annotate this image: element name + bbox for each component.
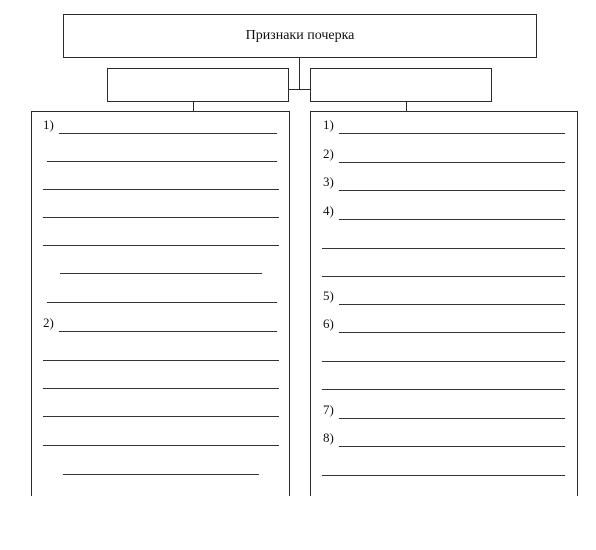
right_list-item-number: 1) (323, 117, 334, 132)
boxes-connector-horizontal (289, 89, 310, 90)
left-category-label (108, 69, 288, 101)
right_list-line (311, 462, 577, 476)
right_list-line (311, 174, 577, 191)
right_list-item-number: 7) (323, 402, 334, 417)
left_list-blank-rule (63, 474, 259, 475)
left_list-line (32, 148, 289, 162)
right_list-line (311, 235, 577, 249)
right_list-blank-rule (339, 190, 565, 191)
left_list-blank-rule (47, 161, 277, 162)
left_list-line (32, 375, 289, 389)
right_list-blank-rule (322, 389, 565, 390)
left_list-blank-rule (59, 133, 277, 134)
right_list-item-number: 5) (323, 288, 334, 303)
left_list-blank-rule (47, 302, 277, 303)
right_list-line (311, 402, 577, 419)
right_list-item-number: 2) (323, 146, 334, 161)
left_list-blank-rule (43, 189, 279, 190)
left_list-line (32, 260, 289, 274)
right_list-line (311, 316, 577, 333)
right_list-line (311, 288, 577, 305)
left_list-line (32, 204, 289, 218)
right-category-label (311, 69, 491, 101)
right_list-blank-rule (339, 304, 565, 305)
right_list-blank-rule (339, 162, 565, 163)
left_list-blank-rule (43, 388, 279, 389)
right_list-line (311, 263, 577, 277)
left_list-item-number: 2) (43, 315, 54, 330)
right_list-line (311, 348, 577, 362)
right-column (310, 111, 578, 496)
left_list-blank-rule (60, 273, 262, 274)
right_list-blank-rule (322, 361, 565, 362)
left_list-line (32, 432, 289, 446)
left_list-line (32, 117, 289, 134)
left_list-blank-rule (43, 416, 279, 417)
right_list-blank-rule (339, 332, 565, 333)
left-column (31, 111, 290, 496)
left-category-box (107, 68, 289, 102)
right_list-blank-rule (322, 276, 565, 277)
right_list-item-number: 3) (323, 174, 334, 189)
right_list-item-number: 4) (323, 203, 334, 218)
left_list-line (32, 232, 289, 246)
left_list-item-number: 1) (43, 117, 54, 132)
diagram-title: Признаки почерка (245, 28, 355, 43)
left_list-blank-rule (43, 245, 279, 246)
right_list-blank-rule (322, 475, 565, 476)
right_list-blank-rule (339, 133, 565, 134)
left_list-line (32, 461, 289, 475)
right_list-blank-rule (339, 446, 565, 447)
right_list-item-number: 6) (323, 316, 334, 331)
right_list-line (311, 376, 577, 390)
right_list-blank-rule (322, 248, 565, 249)
left_list-blank-rule (43, 445, 279, 446)
left_list-line (32, 315, 289, 332)
left_list-blank-rule (43, 360, 279, 361)
left_list-blank-rule (43, 217, 279, 218)
left_list-line (32, 403, 289, 417)
right_list-blank-rule (339, 219, 565, 220)
right-category-box (310, 68, 492, 102)
right_list-item-number: 8) (323, 430, 334, 445)
left_list-line (32, 289, 289, 303)
right_list-line (311, 430, 577, 447)
right_list-blank-rule (339, 418, 565, 419)
right_list-line (311, 146, 577, 163)
title-box (63, 14, 537, 58)
left_list-line (32, 347, 289, 361)
title-connector-vertical (299, 58, 300, 90)
right_list-line (311, 203, 577, 220)
left_list-line (32, 176, 289, 190)
right_list-line (311, 117, 577, 134)
left_list-blank-rule (59, 331, 277, 332)
